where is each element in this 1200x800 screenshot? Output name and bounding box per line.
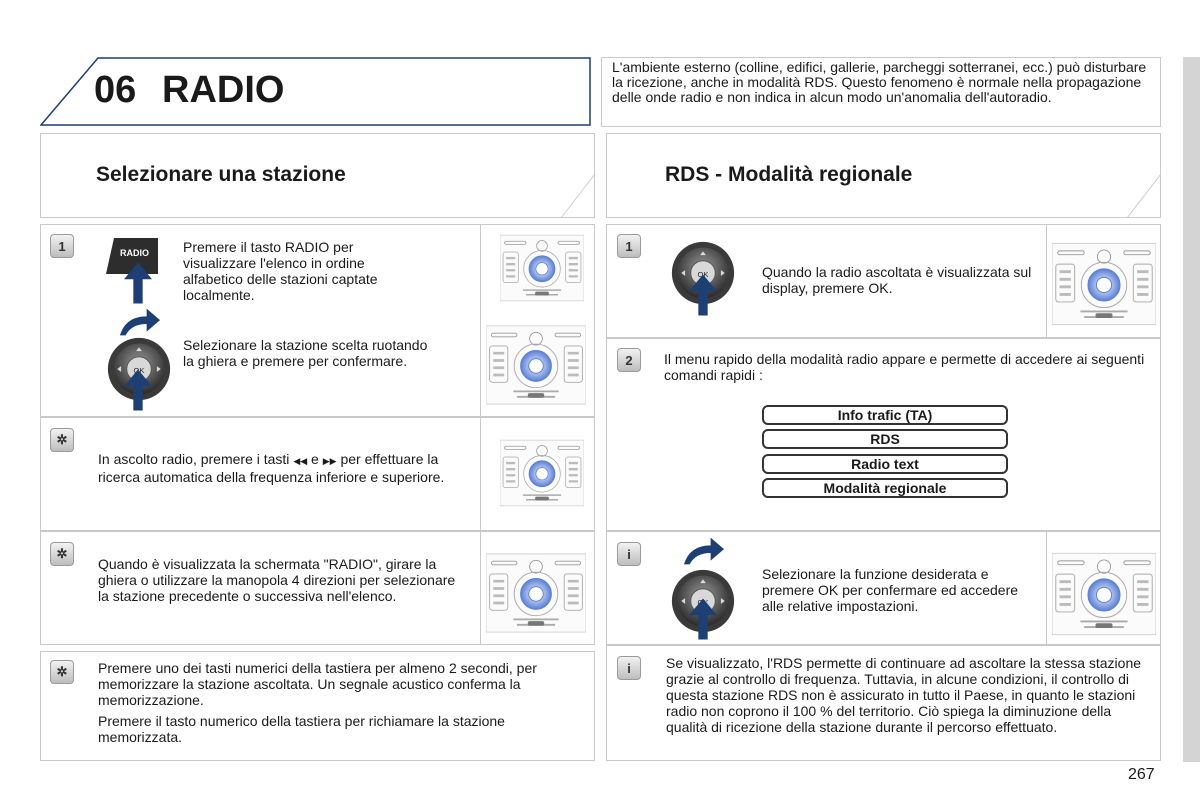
left-tip1-divider bbox=[480, 417, 481, 531]
right-info1-badge bbox=[617, 542, 641, 566]
right-step2-text: Il menu rapido della modalità radio appare e permette di accedere ai seguenti comandi rapidi : bbox=[664, 351, 1145, 383]
right-info2-badge bbox=[617, 656, 641, 680]
left-tip3-text-b: Premere il tasto numerico della tastiera per richiamare la stazione memorizzata. bbox=[98, 713, 505, 745]
command-rds: RDS bbox=[762, 429, 1008, 449]
radio-panel-illustration bbox=[486, 322, 586, 408]
left-tip2-badge bbox=[50, 542, 74, 566]
tip-sun-icon: ✲ bbox=[56, 664, 68, 679]
right-info1-text: Selezionare la funzione desiderata e premere OK per confermare ed accedere alle relative impostazioni. bbox=[762, 566, 1019, 614]
radio-panel-illustration bbox=[1052, 240, 1156, 328]
chapter-header bbox=[40, 57, 591, 127]
tip1-after: per bbox=[340, 451, 361, 467]
info-icon: i bbox=[627, 660, 631, 676]
right-step2-badge bbox=[617, 348, 641, 372]
left-tip1-badge bbox=[50, 428, 74, 452]
radio-panel-illustration bbox=[1052, 550, 1156, 638]
tip1-before: In ascolto radio, premere i tasti bbox=[98, 451, 290, 467]
right-info1-divider bbox=[1046, 531, 1047, 645]
left-tip2-text: Quando è visualizzata la schermata "RADIO", girare la ghiera o utilizzare la manopola 4 direzioni per selezionare la stazione precedente o successiva nell'elenco. bbox=[98, 556, 456, 604]
intro-note-text: L'ambiente esterno (colline, edifici, gallerie, parcheggi sotterranei, ecc.) può disturbare la ricezione, anche in modalità RDS. Questo fenomeno è normale nella propagazione delle onde radio e non indica in alcun modo un'anomalia dell'autoradio. bbox=[612, 59, 1147, 105]
right-step1-badge bbox=[617, 234, 641, 258]
command-modalita-regionale: Modalità regionale bbox=[762, 478, 1008, 498]
up-arrow-icon bbox=[124, 262, 152, 304]
side-bar bbox=[1183, 57, 1200, 762]
right-info2-text: Se visualizzato, l'RDS permette di continuare ad ascoltare la stessa stazione grazie al controllo di frequenza. Tuttavia, in alcune condizioni, il controllo di questa stazione RDS non è assicurato in tutto il Paese, in quanto le stazioni radio non coprono il 100 % del territorio. Ciò spiega la diminuzione della qualità di ricezione della stazione durante il percorso effettuato. bbox=[666, 655, 1142, 735]
radio-key-label: RADIO bbox=[120, 248, 149, 258]
fast-forward-icon: ▶▶ bbox=[322, 456, 337, 466]
tip1-rest: effettuare la ricerca automatica della frequenza inferiore e superiore. bbox=[98, 451, 445, 485]
up-arrow-icon bbox=[689, 274, 717, 316]
chapter-title: RADIO bbox=[162, 69, 285, 111]
command-radio-text: Radio text bbox=[762, 454, 1008, 474]
right-section-title: RDS - Modalità regionale bbox=[665, 163, 913, 186]
info-icon: i bbox=[627, 546, 631, 562]
left-tip3-text-a: Premere uno dei tasti numerici della tastiera per almeno 2 secondi, per memorizzare la stazione ascoltata. Un segnale acustico conferma la memorizzazione. bbox=[98, 660, 537, 708]
tip-sun-icon: ✲ bbox=[56, 546, 68, 561]
left-tip2-divider bbox=[480, 531, 481, 645]
radio-panel-illustration bbox=[500, 230, 584, 306]
up-arrow-icon bbox=[124, 368, 152, 412]
left-step1-divider bbox=[480, 224, 481, 417]
radio-panel-illustration bbox=[486, 550, 586, 636]
right-step1-badge-number: 1 bbox=[625, 238, 633, 254]
rewind-icon: ◀◀ bbox=[293, 456, 308, 466]
right-step1-text: Quando la radio ascoltata è visualizzata sul display, premere OK. bbox=[762, 264, 1032, 296]
radio-panel-illustration bbox=[500, 435, 584, 511]
left-tip3-badge bbox=[50, 660, 74, 684]
left-step1-text-a: Premere il tasto RADIO per visualizzare l'elenco in ordine alfabetico delle stazioni captate localmente. bbox=[183, 239, 378, 303]
tip-sun-icon: ✲ bbox=[56, 432, 68, 447]
left-step1-badge-number: 1 bbox=[58, 238, 66, 254]
tip1-mid: e bbox=[311, 451, 319, 467]
curved-arrow-icon bbox=[682, 537, 724, 567]
right-step1-divider bbox=[1046, 224, 1047, 338]
right-step2-badge-number: 2 bbox=[625, 352, 633, 368]
left-step1-text-b: Selezionare la stazione scelta ruotando la ghiera e premere per confermare. bbox=[183, 337, 428, 369]
left-step1-badge bbox=[50, 234, 74, 258]
curved-arrow-icon bbox=[118, 308, 160, 338]
command-info-trafic: Info trafic (TA) bbox=[762, 405, 1008, 425]
chapter-number: 06 bbox=[94, 69, 137, 111]
up-arrow-icon bbox=[689, 598, 717, 640]
page-number: 267 bbox=[1128, 766, 1155, 783]
left-section-title: Selezionare una stazione bbox=[96, 163, 346, 186]
left-tip1-text bbox=[98, 451, 458, 485]
